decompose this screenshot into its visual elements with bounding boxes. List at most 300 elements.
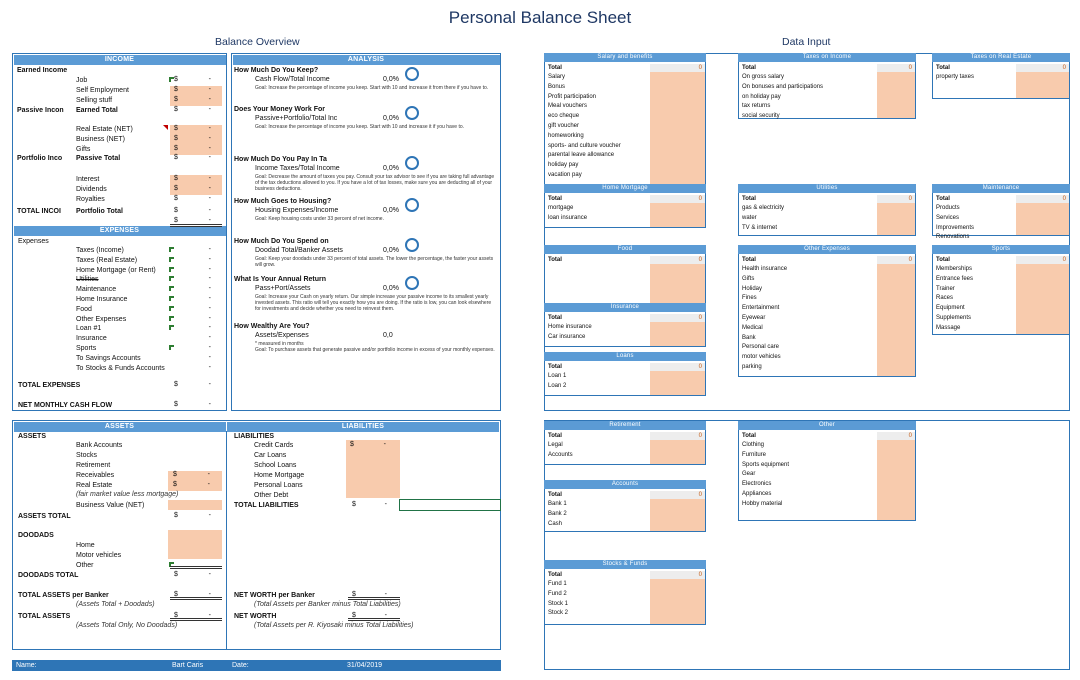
double-underline xyxy=(170,618,222,621)
salary-item: homeworking xyxy=(548,132,584,139)
amount-value: - xyxy=(208,86,211,93)
amount-value: - xyxy=(208,207,211,214)
sports-item: Memberships xyxy=(936,266,973,272)
analysis-note: * measured in months xyxy=(255,341,304,347)
comment-flag-icon xyxy=(169,267,174,272)
amount-value: - xyxy=(208,285,211,293)
comment-flag-icon xyxy=(169,306,174,311)
income-item: Job xyxy=(76,77,88,84)
salary-input-cells[interactable] xyxy=(650,72,705,184)
asset-item: Business Value (NET) xyxy=(76,502,145,509)
sports-total-value: 0 xyxy=(1016,256,1069,264)
analysis-value: 0,0 xyxy=(383,332,393,339)
amount-value: - xyxy=(208,265,211,273)
stocks-item: Fund 2 xyxy=(548,590,567,597)
food-total-label: Total xyxy=(548,257,562,263)
insurance-item: Car insurance xyxy=(548,333,586,340)
net-worth-banker-note: (Total Assets per Banker minus Total Liabilities) xyxy=(254,601,401,608)
amount-value: - xyxy=(208,185,211,192)
income-item: Business (NET) xyxy=(76,136,126,143)
accounts-total-label: Total xyxy=(548,492,562,498)
amount-value: - xyxy=(208,76,211,83)
liability-item: Car Loans xyxy=(254,452,287,459)
input-cell[interactable] xyxy=(168,530,222,559)
other_exp-item: Gifts xyxy=(742,275,755,282)
currency-symbol: $ xyxy=(174,381,178,388)
expense-item: Home Insurance xyxy=(76,296,128,303)
analysis-metric: Cash Flow/Total Income xyxy=(255,76,330,83)
retirement-header: Retirement xyxy=(544,421,706,430)
other-total-value: 0 xyxy=(877,432,915,440)
retirement-total-label: Total xyxy=(548,433,562,439)
mortgage-header: Home Mortgage xyxy=(544,184,706,193)
doodad-item: Other xyxy=(76,562,94,569)
analysis-value: 0,0% xyxy=(383,115,399,122)
stocks-total-label: Total xyxy=(548,572,562,578)
amount-value: - xyxy=(207,481,210,488)
expense-item: Utilities xyxy=(76,276,99,284)
taxes_income-input-cells[interactable] xyxy=(877,72,915,118)
comment-flag-icon xyxy=(163,125,168,130)
amount-value: - xyxy=(208,353,211,361)
amount-value: - xyxy=(208,275,211,283)
amount-value: - xyxy=(208,195,211,202)
asset-item: Retirement xyxy=(76,462,111,469)
stocks-total-value: 0 xyxy=(650,571,705,579)
amount-value: - xyxy=(208,401,211,408)
analysis-note: Goal: Increase the percentage of income you keep. Start with 10 and increase it if you have to. xyxy=(255,124,465,130)
salary-item: Salary xyxy=(548,74,566,80)
stocks-header: Stocks & Funds xyxy=(544,560,706,569)
balance-overview-title: Balance Overview xyxy=(215,36,300,48)
assets-liabilities-divider xyxy=(226,431,227,649)
net-cash-flow-label: NET MONTHLY CASH FLOW xyxy=(18,402,113,409)
analysis-value: 0,0% xyxy=(383,76,399,83)
progress-ring-icon xyxy=(405,156,419,170)
expense-item: Maintenance xyxy=(76,286,117,294)
taxes_income-item: on holiday pay xyxy=(742,93,781,100)
analysis-value: 0,0% xyxy=(383,247,399,254)
mortgage-item: mortgage xyxy=(548,205,574,211)
taxes_re-input-cells[interactable] xyxy=(1016,72,1069,98)
analysis-metric: Housing Expenses/Income xyxy=(255,207,339,214)
income-item: Self Employment xyxy=(76,87,129,94)
taxes_income-total-label: Total xyxy=(742,65,756,71)
utilities-total-label: Total xyxy=(742,196,756,202)
other_exp-item: Personal care xyxy=(742,344,780,351)
other-item: Sports equipment xyxy=(742,461,790,468)
liability-item: Credit Cards xyxy=(254,442,294,449)
food-header: Food xyxy=(544,245,706,254)
amount-value: - xyxy=(208,363,211,371)
comment-flag-icon xyxy=(169,325,174,330)
assets-header: ASSETS xyxy=(14,422,226,432)
liability-item: Personal Loans xyxy=(254,482,303,489)
currency-symbol: $ xyxy=(174,76,178,83)
taxes_re-item: property taxes xyxy=(936,74,975,80)
currency-symbol: $ xyxy=(173,481,177,488)
amount-value: - xyxy=(207,471,210,478)
amount-value: - xyxy=(208,135,211,142)
expense-item: Other Expenses xyxy=(76,315,127,323)
amount-value: - xyxy=(383,441,386,448)
other-item: Electronics xyxy=(742,481,772,488)
comment-flag-icon xyxy=(169,296,174,301)
loans-item: Loan 1 xyxy=(548,373,567,379)
portfolio-total-label: Portfolio Total xyxy=(76,208,123,215)
currency-symbol: $ xyxy=(174,571,178,578)
amount-value: - xyxy=(208,106,211,113)
expense-item: Insurance xyxy=(76,335,107,343)
other-input-cells[interactable] xyxy=(877,440,915,520)
food-total-value: 0 xyxy=(650,256,705,264)
analysis-metric: Passive+Portfolio/Total Inc xyxy=(255,115,338,122)
footer-date-label: Date: xyxy=(232,662,249,669)
total-assets-banker-label: TOTAL ASSETS per Banker xyxy=(18,592,109,599)
total-assets-note: (Assets Total Only, No Doodads) xyxy=(76,622,178,629)
expense-item: Taxes (Real Estate) xyxy=(76,256,138,264)
accounts-item: Cash xyxy=(548,520,563,527)
insurance-item: Home insurance xyxy=(548,324,592,330)
amount-value: - xyxy=(208,255,211,263)
amount-value: - xyxy=(208,125,211,132)
currency-symbol: $ xyxy=(174,401,178,408)
amount-value: - xyxy=(208,217,211,224)
other-total-label: Total xyxy=(742,433,756,439)
other-item: Gear xyxy=(742,471,756,478)
other-item: Clothing xyxy=(742,442,765,448)
taxes_re-total-label: Total xyxy=(936,65,950,71)
other_exp-item: Medical xyxy=(742,324,763,331)
analysis-value: 0,0% xyxy=(383,207,399,214)
net-worth-banker-label: NET WORTH per Banker xyxy=(234,592,315,599)
amount-value: - xyxy=(208,175,211,182)
comment-flag-icon xyxy=(169,345,174,350)
double-underline xyxy=(170,224,222,227)
income-item: Royalties xyxy=(76,196,105,203)
expense-item: To Stocks & Funds Accounts xyxy=(76,364,165,372)
sports-total-label: Total xyxy=(936,257,950,263)
accounts-header: Accounts xyxy=(544,480,706,489)
currency-symbol: $ xyxy=(174,86,178,93)
net-worth-label: NET WORTH xyxy=(234,613,277,620)
analysis-question: How Wealthy Are You? xyxy=(234,323,310,330)
passive-income-label: Passive Incon xyxy=(17,107,64,114)
sports-item: Trainer xyxy=(936,285,955,292)
analysis-metric: Doodad Total/Banker Assets xyxy=(255,247,343,254)
insurance-total-value: 0 xyxy=(650,314,705,322)
loans-header: Loans xyxy=(544,352,706,361)
analysis-value: 0,0% xyxy=(383,285,399,292)
analysis-question: How Much Do You Keep? xyxy=(234,67,319,74)
footer-date[interactable]: 31/04/2019 xyxy=(347,662,383,669)
maintenance-item: Improvements xyxy=(936,224,975,231)
amount-value: - xyxy=(384,501,387,508)
other-item: Furniture xyxy=(742,451,767,458)
analysis-header: ANALYSIS xyxy=(233,55,500,65)
liability-item: Home Mortgage xyxy=(254,472,305,479)
salary-item: vacation pay xyxy=(548,172,582,178)
double-underline xyxy=(348,618,400,621)
input-cell[interactable] xyxy=(168,500,222,510)
amount-value: - xyxy=(208,314,211,322)
maintenance-item: Services xyxy=(936,214,960,221)
other_exp-input-cells[interactable] xyxy=(877,264,915,376)
taxes_income-item: tax returns xyxy=(742,103,771,110)
page-title: Personal Balance Sheet xyxy=(448,8,632,27)
other_exp-item: Health insurance xyxy=(742,266,788,272)
income-item: Real Estate (NET) xyxy=(76,126,133,133)
mortgage-input-cells[interactable] xyxy=(650,203,705,227)
currency-symbol: $ xyxy=(174,106,178,113)
total-liabilities-label: TOTAL LIABILITIES xyxy=(234,502,299,509)
total-assets-label: TOTAL ASSETS xyxy=(18,613,71,620)
asset-item: Receivables xyxy=(76,472,115,479)
real-estate-note: (fair market value less mortgage) xyxy=(76,491,179,498)
amount-value: - xyxy=(208,334,211,342)
sports-item: Equipment xyxy=(936,305,965,312)
income-item: Interest xyxy=(76,176,100,183)
assets-label: ASSETS xyxy=(18,433,47,440)
comment-flag-icon xyxy=(169,257,174,262)
progress-ring-icon xyxy=(405,106,419,120)
utilities-item: water xyxy=(742,214,757,221)
currency-symbol: $ xyxy=(174,612,178,619)
amount-value: - xyxy=(208,154,211,161)
retirement-item: Legal xyxy=(548,442,563,448)
loans-total-value: 0 xyxy=(650,363,705,371)
liability-item: Other Debt xyxy=(254,492,289,499)
progress-ring-icon xyxy=(405,238,419,252)
taxes_income-header: Taxes on Income xyxy=(738,53,916,62)
currency-symbol: $ xyxy=(352,501,356,508)
income-header: INCOME xyxy=(14,55,226,65)
taxes_re-total-value: 0 xyxy=(1016,64,1069,72)
mortgage-total-label: Total xyxy=(548,196,562,202)
mortgage-total-value: 0 xyxy=(650,195,705,203)
amount-value: - xyxy=(208,246,211,253)
analysis-note: Goal: Decrease the amount of taxes you pay. Consult your tax advisor to see if you are taking full advantage of the tax deductions allowed to you. If you have a lot of tax losses, make sure you are deducting all of your business deductions. xyxy=(255,174,495,192)
expense-item: Home Mortgage (or Rent) xyxy=(76,266,156,274)
data-input-title: Data Input xyxy=(782,36,831,48)
currency-symbol: $ xyxy=(352,591,356,598)
other_exp-total-label: Total xyxy=(742,257,756,263)
analysis-question: What Is Your Annual Return xyxy=(234,276,327,283)
maintenance-total-value: 0 xyxy=(1016,195,1069,203)
doodads-label: DOODADS xyxy=(18,532,54,539)
other_exp-item: motor vehicles xyxy=(742,354,781,361)
net-worth-note: (Total Assets per R. Kiyosaki minus Total Liabilities) xyxy=(254,622,414,629)
taxes_income-total-value: 0 xyxy=(877,64,915,72)
other_exp-total-value: 0 xyxy=(877,256,915,264)
input-cell[interactable] xyxy=(346,440,400,498)
stocks-item: Fund 1 xyxy=(548,581,567,587)
progress-ring-icon xyxy=(405,276,419,290)
analysis-note: Goal: Keep your doodads under 33 percent of total assets. The lower the percentage, the faster your assets will grow. xyxy=(255,256,494,268)
salary-item: Meal vouchers xyxy=(548,103,588,110)
stocks-input-cells[interactable] xyxy=(650,579,705,624)
amount-value: - xyxy=(208,295,211,302)
other_exp-item: parking xyxy=(742,364,762,370)
total-expenses-label: TOTAL EXPENSES xyxy=(18,382,81,389)
retirement-input-cells[interactable] xyxy=(650,440,705,464)
accounts-total-value: 0 xyxy=(650,491,705,499)
currency-symbol: $ xyxy=(352,612,356,619)
liability-item: School Loans xyxy=(254,462,297,469)
loans-total-label: Total xyxy=(548,364,562,370)
currency-symbol: $ xyxy=(174,125,178,132)
analysis-question: How Much Goes to Housing? xyxy=(234,198,332,205)
stocks-item: Stock 2 xyxy=(548,610,569,617)
asset-item: Bank Accounts xyxy=(76,442,123,449)
maintenance-input-cells[interactable] xyxy=(1016,203,1069,235)
currency-symbol: $ xyxy=(174,195,178,202)
footer-name-label: Name: xyxy=(16,662,37,669)
amount-value: - xyxy=(208,145,211,152)
utilities-header: Utilities xyxy=(738,184,916,193)
amount-value: - xyxy=(384,612,387,619)
analysis-metric: Income Taxes/Total Income xyxy=(255,165,340,172)
maintenance-item: Renovations xyxy=(936,234,970,241)
asset-item: Real Estate xyxy=(76,482,113,489)
other-header: Other xyxy=(738,421,916,430)
currency-symbol: $ xyxy=(174,207,178,214)
income-item: Dividends xyxy=(76,186,107,193)
stocks-item: Stock 1 xyxy=(548,600,569,607)
other-item: Hobby material xyxy=(742,500,783,507)
retirement-total-value: 0 xyxy=(650,432,705,440)
currency-symbol: $ xyxy=(174,145,178,152)
accounts-item: Bank 2 xyxy=(548,510,567,517)
currency-symbol: $ xyxy=(173,471,177,478)
earned-total-label: Earned Total xyxy=(76,107,118,114)
doodad-item: Home xyxy=(76,542,95,549)
comment-flag-icon xyxy=(169,276,174,281)
sports-input-cells[interactable] xyxy=(1016,264,1069,334)
amount-value: - xyxy=(208,304,211,312)
insurance-input-cells[interactable] xyxy=(650,322,705,346)
currency-symbol: $ xyxy=(350,441,354,448)
double-underline xyxy=(348,597,400,600)
other_exp-item: Bank xyxy=(742,334,756,341)
salary-item: holiday pay xyxy=(548,162,579,169)
selected-cell[interactable] xyxy=(399,499,501,511)
expense-item: Sports xyxy=(76,345,97,352)
double-underline xyxy=(170,566,222,569)
amount-value: - xyxy=(208,381,211,388)
other_exp-item: Eyewear xyxy=(742,315,766,321)
analysis-question: How Much Do You Spend on xyxy=(234,238,329,245)
expense-item: Food xyxy=(76,305,92,313)
expenses-label: Expenses xyxy=(18,238,49,245)
progress-ring-icon xyxy=(405,67,419,81)
currency-symbol: $ xyxy=(174,135,178,142)
maintenance-item: Products xyxy=(936,205,960,211)
salary-item: parental leave allowance xyxy=(548,152,615,159)
liabilities-label: LIABILITIES xyxy=(234,433,275,440)
maintenance-header: Maintenance xyxy=(932,184,1070,193)
double-underline xyxy=(170,597,222,600)
footer-bar xyxy=(12,660,501,671)
amount-value: - xyxy=(208,591,211,598)
other_exp-item: Holiday xyxy=(742,285,763,292)
currency-symbol: $ xyxy=(174,185,178,192)
salary-item: gift voucher xyxy=(548,123,580,129)
analysis-question: Does Your Money Work For xyxy=(234,106,326,113)
mortgage-item: loan insurance xyxy=(548,214,588,221)
progress-ring-icon xyxy=(405,198,419,212)
loans-input-cells[interactable] xyxy=(650,371,705,395)
other_exp-item: Entertainment xyxy=(742,305,780,312)
accounts-input-cells[interactable] xyxy=(650,499,705,531)
comment-flag-icon xyxy=(169,316,174,321)
currency-symbol: $ xyxy=(174,591,178,598)
liabilities-header: LIABILITIES xyxy=(227,422,499,432)
comment-flag-icon xyxy=(169,247,174,252)
analysis-metric: Assets/Expenses xyxy=(255,332,309,339)
utilities-item: TV & internet xyxy=(742,224,778,231)
taxes_income-item: social security xyxy=(742,113,780,120)
analysis-value: 0,0% xyxy=(383,165,399,172)
sports-header: Sports xyxy=(932,245,1070,254)
expense-item: Loan #1 xyxy=(76,325,102,333)
analysis-metric: Pass+Port/Assets xyxy=(255,285,311,292)
expenses-header: EXPENSES xyxy=(14,226,226,236)
accounts-item: Bank 1 xyxy=(548,501,567,507)
sports-item: Races xyxy=(936,295,954,302)
other-item: Appliances xyxy=(742,491,772,497)
analysis-question: How Much Do You Pay In Ta xyxy=(234,156,327,163)
total-income-label: TOTAL INCOI xyxy=(17,208,61,215)
other_exp-header: Other Expenses xyxy=(738,245,916,254)
analysis-note: Goal: Increase your Cash on yearly return. Our simple increase your passive income to its smallest yearly invested assets. This ratio will tell you exactly how you are doing. If the ratio is low, you can look elsewhere for investments and decide whether you need to reinvest them. xyxy=(255,294,492,312)
asset-item: Stocks xyxy=(76,452,98,459)
salary-total-value: 0 xyxy=(650,64,705,72)
comment-flag-icon xyxy=(169,286,174,291)
assets-total-label: ASSETS TOTAL xyxy=(18,513,71,520)
sports-item: Massage xyxy=(936,324,961,331)
taxes_income-item: On gross salary xyxy=(742,74,785,80)
amount-value: - xyxy=(384,591,387,598)
salary-total-label: Total xyxy=(548,65,562,71)
amount-value: - xyxy=(208,612,211,619)
utilities-input-cells[interactable] xyxy=(877,203,915,235)
salary-item: Bonus xyxy=(548,83,566,90)
other_exp-item: Fines xyxy=(742,295,757,302)
expense-item: To Savings Accounts xyxy=(76,354,141,362)
footer-name[interactable]: Bart Caris xyxy=(172,662,204,669)
passive-total-label: Passive Total xyxy=(76,155,121,162)
currency-symbol: $ xyxy=(174,175,178,182)
amount-value: - xyxy=(208,512,211,519)
salary-header: Salary and benefits xyxy=(544,53,706,62)
sports-item: Entrance fees xyxy=(936,275,974,282)
total-assets-banker-note: (Assets Total + Doodads) xyxy=(76,601,155,608)
salary-item: eco cheque xyxy=(548,113,580,120)
earned-income-label: Earned Income xyxy=(17,67,68,74)
income-item: Gifts xyxy=(76,146,91,153)
doodads-total-label: DOODADS TOTAL xyxy=(18,572,79,579)
currency-symbol: $ xyxy=(174,217,178,224)
income-item: Selling stuff xyxy=(76,97,113,104)
salary-item: Profit participation xyxy=(548,93,597,100)
insurance-header: Insurance xyxy=(544,303,706,312)
currency-symbol: $ xyxy=(174,512,178,519)
utilities-total-value: 0 xyxy=(877,195,915,203)
insurance-total-label: Total xyxy=(548,315,562,321)
sports-item: Supplements xyxy=(936,315,972,321)
loans-item: Loan 2 xyxy=(548,382,567,389)
